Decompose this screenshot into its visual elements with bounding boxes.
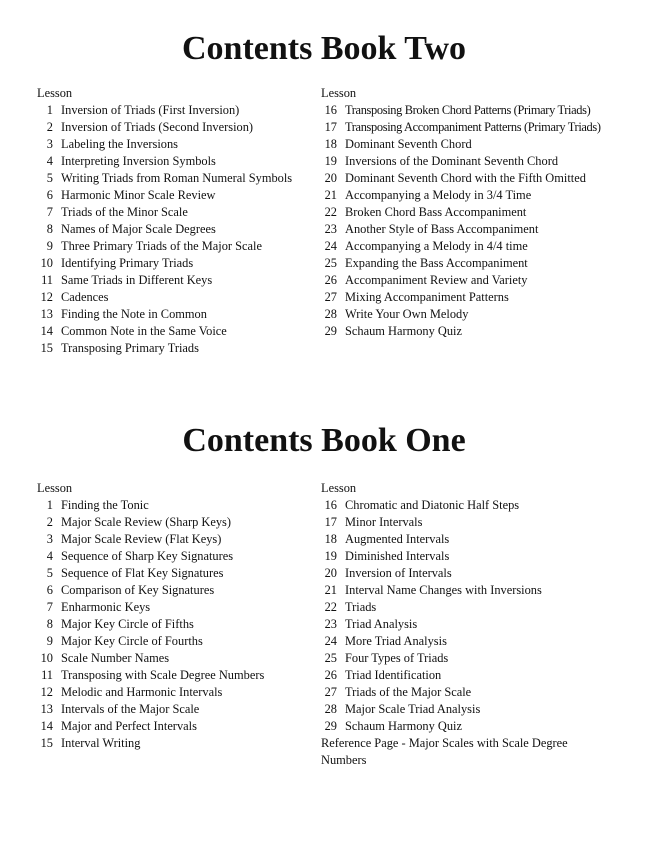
column-header: Lesson — [37, 481, 73, 495]
lesson-entry — [321, 272, 621, 289]
lesson-entry — [37, 735, 337, 752]
lesson-title: Triad Analysis — [345, 617, 418, 631]
lesson-entry — [37, 531, 337, 548]
lesson-number: 25 — [324, 256, 337, 270]
lesson-number: 10 — [40, 651, 53, 665]
lesson-entry — [321, 102, 621, 119]
lesson-entry — [321, 531, 621, 548]
lesson-number: 6 — [46, 583, 53, 597]
lesson-title: Identifying Primary Triads — [61, 256, 194, 270]
lesson-title: Inversion of Intervals — [345, 566, 452, 580]
lesson-entry — [37, 582, 337, 599]
lesson-entry — [321, 548, 621, 565]
lesson-number: 16 — [324, 103, 337, 117]
lesson-entry — [321, 153, 621, 170]
lesson-number: 5 — [46, 171, 53, 185]
lesson-entry — [321, 514, 621, 531]
lesson-entry — [321, 289, 621, 306]
lesson-number: 19 — [324, 549, 337, 563]
lesson-number: 1 — [46, 498, 53, 512]
lesson-title: Inversions of the Dominant Seventh Chord — [345, 154, 559, 168]
lesson-title: Major Scale Review (Flat Keys) — [61, 532, 222, 546]
column-header: Lesson — [321, 86, 357, 100]
lesson-number: 27 — [324, 685, 337, 699]
lesson-entry — [37, 565, 337, 582]
lesson-title: Major Key Circle of Fourths — [61, 634, 203, 648]
lesson-title: Sequence of Sharp Key Signatures — [61, 549, 234, 563]
lesson-entry — [37, 684, 337, 701]
lesson-entry — [321, 718, 621, 735]
lesson-title: Major Key Circle of Fifths — [61, 617, 194, 631]
lesson-entry — [37, 221, 337, 238]
lesson-title: Scale Number Names — [61, 651, 170, 665]
toc-column-book-one-right — [321, 480, 621, 769]
lesson-entry — [321, 187, 621, 204]
lesson-number: 17 — [324, 120, 337, 134]
lesson-title: Comparison of Key Signatures — [61, 583, 215, 597]
lesson-entry — [321, 616, 621, 633]
lesson-title: Chromatic and Diatonic Half Steps — [345, 498, 520, 512]
lesson-number: 28 — [324, 307, 337, 321]
lesson-entry — [321, 582, 621, 599]
lesson-title: Mixing Accompaniment Patterns — [345, 290, 509, 304]
lesson-entry — [321, 221, 621, 238]
lesson-entry — [321, 136, 621, 153]
lesson-title: Dominant Seventh Chord — [345, 137, 472, 151]
lesson-number: 7 — [46, 600, 53, 614]
lesson-title: Interval Name Changes with Inversions — [345, 583, 542, 597]
lesson-number: 14 — [40, 719, 53, 733]
lesson-title: Transposing Accompaniment Patterns (Primary Triads) — [345, 120, 601, 134]
lesson-number: 19 — [324, 154, 337, 168]
lesson-number: 4 — [46, 549, 53, 563]
lesson-entry — [37, 599, 337, 616]
lesson-number: 26 — [324, 668, 337, 682]
lesson-number: 4 — [46, 154, 53, 168]
lesson-entry — [37, 667, 337, 684]
lesson-entry — [37, 153, 337, 170]
lesson-number: 13 — [40, 307, 53, 321]
lesson-number: 29 — [324, 324, 337, 338]
lesson-title: Triad Identification — [345, 668, 442, 682]
lesson-title: Inversion of Triads (First Inversion) — [61, 103, 240, 117]
lesson-entry — [321, 306, 621, 323]
lesson-number: 25 — [324, 651, 337, 665]
lesson-title: Interval Writing — [61, 736, 141, 750]
lesson-number: 14 — [40, 324, 53, 338]
lesson-title: Accompanying a Melody in 3/4 Time — [345, 188, 532, 202]
lesson-number: 18 — [324, 532, 337, 546]
lesson-title: Broken Chord Bass Accompaniment — [345, 205, 527, 219]
lesson-title: Harmonic Minor Scale Review — [61, 188, 216, 202]
page-title-book-one: Contents Book One — [182, 422, 466, 459]
lesson-entry — [321, 650, 621, 667]
lesson-entry — [37, 289, 337, 306]
lesson-title: Interpreting Inversion Symbols — [61, 154, 216, 168]
lesson-entry — [37, 204, 337, 221]
lesson-title: Expanding the Bass Accompaniment — [345, 256, 528, 270]
lesson-title: Augmented Intervals — [345, 532, 450, 546]
lesson-number: 15 — [40, 736, 53, 750]
lesson-title: Transposing Primary Triads — [61, 341, 199, 355]
lesson-entry — [37, 272, 337, 289]
lesson-title: Write Your Own Melody — [345, 307, 469, 321]
lesson-title: Finding the Note in Common — [61, 307, 207, 321]
lesson-entry — [321, 701, 621, 718]
lesson-title: Triads of the Minor Scale — [61, 205, 188, 219]
lesson-title: Major Scale Review (Sharp Keys) — [61, 515, 231, 529]
lesson-title: Sequence of Flat Key Signatures — [61, 566, 224, 580]
lesson-entry — [321, 497, 621, 514]
lesson-number: 21 — [324, 188, 337, 202]
lesson-number: 17 — [324, 515, 337, 529]
lesson-title: Enharmonic Keys — [61, 600, 151, 614]
lesson-number: 22 — [324, 600, 337, 614]
lesson-number: 1 — [46, 103, 53, 117]
lesson-title: Writing Triads from Roman Numeral Symbols — [61, 171, 293, 185]
lesson-title: Same Triads in Different Keys — [61, 273, 213, 287]
lesson-title: Labeling the Inversions — [61, 137, 178, 151]
lesson-entry — [37, 102, 337, 119]
toc-column-book-one-left — [37, 480, 337, 752]
lesson-entry — [321, 238, 621, 255]
lesson-entry — [37, 548, 337, 565]
lesson-entry — [37, 238, 337, 255]
lesson-number: 8 — [46, 617, 53, 631]
lesson-number: 24 — [324, 634, 337, 648]
lesson-title: Minor Intervals — [345, 515, 423, 529]
lesson-entry — [37, 170, 337, 187]
lesson-number: 23 — [324, 222, 337, 236]
lesson-entry — [37, 306, 337, 323]
lesson-entry — [37, 718, 337, 735]
lesson-number: 10 — [40, 256, 53, 270]
lesson-entry — [37, 255, 337, 272]
lesson-number: 11 — [41, 668, 53, 682]
lesson-title: More Triad Analysis — [345, 634, 447, 648]
lesson-number: 12 — [40, 290, 53, 304]
lesson-title: Diminished Intervals — [345, 549, 450, 563]
lesson-title: Common Note in the Same Voice — [61, 324, 227, 338]
lesson-entry — [37, 650, 337, 667]
lesson-number: 13 — [40, 702, 53, 716]
lesson-title: Melodic and Harmonic Intervals — [61, 685, 223, 699]
lesson-entry — [37, 701, 337, 718]
lesson-title: Transposing Broken Chord Patterns (Primary Triads) — [345, 103, 591, 117]
lesson-number: 3 — [46, 137, 53, 151]
lesson-title: Dominant Seventh Chord with the Fifth Omitted — [345, 171, 586, 185]
lesson-number: 3 — [46, 532, 53, 546]
lesson-number: 11 — [41, 273, 53, 287]
lesson-title: Triads of the Major Scale — [345, 685, 472, 699]
lesson-entry — [37, 633, 337, 650]
lesson-entry — [321, 633, 621, 650]
lesson-number: 24 — [324, 239, 337, 253]
lesson-title: Intervals of the Major Scale — [61, 702, 200, 716]
lesson-number: 23 — [324, 617, 337, 631]
lesson-entry — [321, 684, 621, 701]
lesson-number: 21 — [324, 583, 337, 597]
lesson-number: 15 — [40, 341, 53, 355]
toc-column-book-two-left — [37, 85, 337, 357]
lesson-title: Accompanying a Melody in 4/4 time — [345, 239, 528, 253]
lesson-title: Accompaniment Review and Variety — [345, 273, 528, 287]
lesson-number: 12 — [40, 685, 53, 699]
lesson-number: 20 — [324, 566, 337, 580]
lesson-entry — [37, 136, 337, 153]
toc-column-book-two-right — [321, 85, 621, 340]
lesson-entry — [37, 323, 337, 340]
lesson-number: 22 — [324, 205, 337, 219]
lesson-entry — [321, 255, 621, 272]
lesson-number: 7 — [46, 205, 53, 219]
lesson-number: 29 — [324, 719, 337, 733]
lesson-number: 5 — [46, 566, 53, 580]
lesson-title: Names of Major Scale Degrees — [61, 222, 216, 236]
lesson-title: Cadences — [61, 290, 109, 304]
lesson-title: Inversion of Triads (Second Inversion) — [61, 120, 254, 134]
lesson-entry — [321, 119, 621, 136]
lesson-title: Four Types of Triads — [345, 651, 449, 665]
lesson-title: Schaum Harmony Quiz — [345, 719, 462, 733]
page-title-book-two: Contents Book Two — [181, 30, 467, 67]
lesson-number: 18 — [324, 137, 337, 151]
lesson-number: 28 — [324, 702, 337, 716]
lesson-entry — [37, 340, 337, 357]
lesson-title: Finding the Tonic — [61, 498, 149, 512]
column-header: Lesson — [37, 86, 73, 100]
lesson-number: 9 — [46, 239, 53, 253]
lesson-number: 27 — [324, 290, 337, 304]
lesson-number: 8 — [46, 222, 53, 236]
lesson-number: 16 — [324, 498, 337, 512]
lesson-number: 6 — [46, 188, 53, 202]
lesson-number: 2 — [46, 120, 53, 134]
lesson-title: Triads — [345, 600, 377, 614]
lesson-entry — [321, 204, 621, 221]
lesson-title: Schaum Harmony Quiz — [345, 324, 462, 338]
lesson-title: Transposing with Scale Degree Numbers — [61, 668, 265, 682]
lesson-entry — [37, 187, 337, 204]
lesson-entry — [321, 323, 621, 340]
lesson-number: 26 — [324, 273, 337, 287]
lesson-entry — [321, 667, 621, 684]
lesson-title: Major Scale Triad Analysis — [345, 702, 481, 716]
lesson-entry — [321, 170, 621, 187]
lesson-entry — [37, 616, 337, 633]
lesson-entry — [37, 119, 337, 136]
lesson-number: 20 — [324, 171, 337, 185]
lesson-title: Three Primary Triads of the Major Scale — [61, 239, 262, 253]
reference-page-entry: Reference Page - Major Scales with Scale Degree Numbers — [321, 736, 568, 767]
lesson-entry — [37, 514, 337, 531]
lesson-number: 9 — [46, 634, 53, 648]
lesson-entry — [321, 565, 621, 582]
lesson-title: Major and Perfect Intervals — [61, 719, 197, 733]
lesson-entry — [321, 599, 621, 616]
column-header: Lesson — [321, 481, 357, 495]
lesson-title: Another Style of Bass Accompaniment — [345, 222, 539, 236]
lesson-number: 2 — [46, 515, 53, 529]
lesson-entry — [37, 497, 337, 514]
